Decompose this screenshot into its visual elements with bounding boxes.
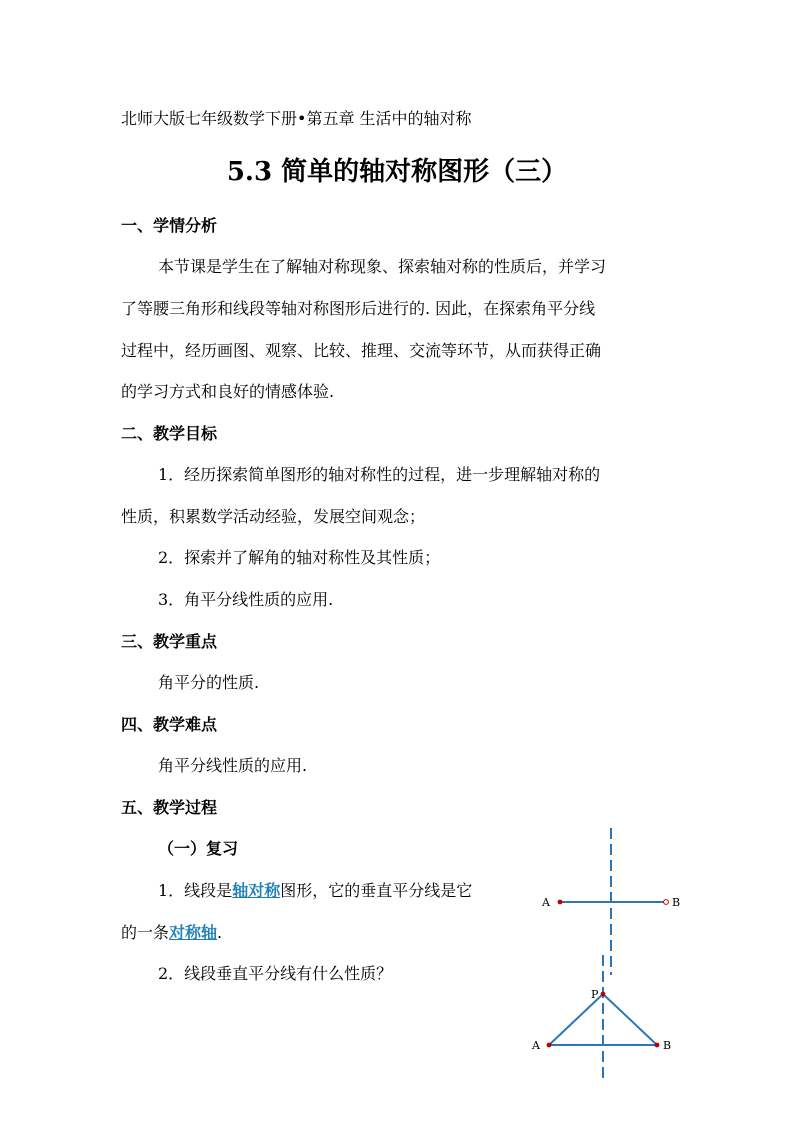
- keyword-axial-symmetry: 轴对称: [232, 881, 281, 900]
- figure-triangle-bisector: [531, 955, 671, 1082]
- paragraph-line: 过程中，经历画图、观察、比较、推理、交流等环节，从而获得正确: [121, 341, 602, 360]
- difficulty-text: 角平分线性质的应用.: [158, 756, 308, 775]
- section-heading-objectives: 二、教学目标: [121, 424, 218, 443]
- point-b: [664, 900, 669, 905]
- label-p: P: [591, 988, 599, 1001]
- label-a: A: [532, 1039, 540, 1052]
- paragraph-line: 的学习方式和良好的情感体验.: [121, 382, 335, 401]
- objective-line: 2．探索并了解角的轴对称性及其性质；: [158, 548, 441, 567]
- section-heading-key-point: 三、教学重点: [121, 632, 218, 651]
- question-1-middle: 图形，它的垂直平分线是它: [280, 881, 473, 900]
- point-a: [547, 1043, 552, 1048]
- objective-line: 1．经历探索简单图形的轴对称性的过程，进一步理解轴对称的: [158, 465, 601, 484]
- segment-pa: [549, 994, 603, 1045]
- paragraph-line: 本节课是学生在了解轴对称现象、探索轴对称的性质后，并学习: [158, 257, 607, 276]
- question-2: 2．线段垂直平分线有什么性质？: [158, 964, 393, 983]
- question-1-line-2-suffix: .: [217, 923, 223, 942]
- figure-segment-bisector: [541, 828, 680, 975]
- label-b: B: [663, 1039, 672, 1052]
- key-point-text: 角平分的性质.: [158, 673, 260, 692]
- question-1-prefix: 1．线段是: [158, 881, 233, 900]
- section-heading-difficulty: 四、教学难点: [121, 715, 218, 734]
- label-a: A: [542, 896, 550, 909]
- question-1-line-2-prefix: 的一条: [121, 923, 170, 942]
- point-a: [558, 900, 563, 905]
- segment-pb: [603, 994, 657, 1045]
- document-title: 5.3 简单的轴对称图形（三）: [226, 157, 568, 187]
- review-subheading: （一）复习: [158, 839, 239, 858]
- label-b: B: [672, 896, 681, 909]
- objective-line: 性质，积累数学活动经验，发展空间观念；: [121, 507, 426, 526]
- document-header: 北师大版七年级数学下册•第五章 生活中的轴对称: [121, 109, 472, 128]
- objective-line: 3．角平分线性质的应用.: [158, 590, 334, 609]
- point-b: [655, 1043, 660, 1048]
- paragraph-line: 了等腰三角形和线段等轴对称图形后进行的. 因此，在探索角平分线: [121, 299, 596, 318]
- section-heading-process: 五、教学过程: [121, 798, 218, 817]
- section-heading-analysis: 一、学情分析: [121, 216, 218, 235]
- point-p: [601, 992, 606, 997]
- keyword-symmetry-axis: 对称轴: [169, 923, 218, 942]
